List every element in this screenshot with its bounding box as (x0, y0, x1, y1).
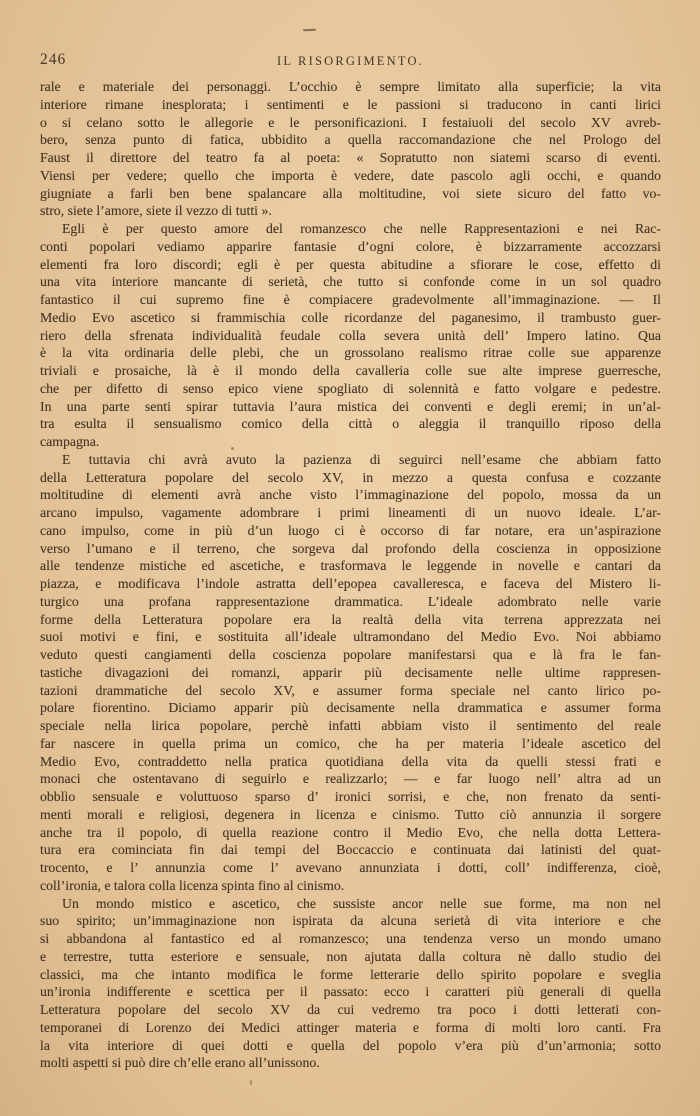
text-line: obblìo sensuale e voluttuoso sparso d’ ironici sorrisi, e che, non frenato da senti- (40, 789, 661, 804)
text-line: un’ironia indifferente e scettica per il passato: ecco i caratteri più generali di quella (40, 984, 661, 1000)
text-line: classici, ma che intanto modifica le forme letterarie dello spirito popolare e sveglia (40, 966, 661, 982)
text-line: si abbandona al fantastico ed al romanzesco; una tendenza verso un mondo umano (40, 931, 661, 946)
text-line: la vita interiore di quei dotti e quella del popolo v’era più d’un’armonia; sotto (40, 1037, 661, 1053)
page-header (40, 51, 661, 73)
text-line: Egli è per questo amore del romanzesco che nelle Rappresentazioni e nei Rac- (62, 221, 661, 236)
text-line: moltitudine di elementi avrà anche visto l’immaginazione del popolo, mossa da un (40, 487, 661, 503)
text-line: coll’ironia, e talora colla licenza spinta fino al cinismo. (40, 877, 345, 893)
text-line: campagna. (40, 434, 100, 449)
text-line: temporanei di Lorenzo dei Medici attinger materia e forma di molti loro canti. Fra (40, 1019, 661, 1035)
scan-artifact-dash (303, 29, 316, 31)
text-line: veduto questi cangiamenti della coscienza popolare manifestarsi qua e là fra le fan- (40, 647, 661, 662)
text-line: della Letteratura popolare del secolo XV, in mezzo a questa confusa e cozzante (40, 469, 661, 485)
text-line: verso l’umano e il terreno, che sorgeva dal profondo della coscienza in opposizione (40, 540, 661, 556)
text-line: è la vita ordinaria delle plebi, che un grossolano realismo ritrae colle sue apparenze (40, 345, 661, 361)
paragraph (40, 451, 661, 895)
text-line: tura era cominciata fin dai tempi del Boccaccio e continuata dai latinisti del quat- (40, 842, 661, 858)
text-line: Un mondo mistico e ascetico, che sussiste ancor nelle sue forme, ma non nel (62, 895, 661, 911)
text-line: suoi motivi e fini, e sostituita all’ideale ultramondano del Medio Evo. Noi abbiamo (40, 629, 661, 645)
text-line: interiore rimane inesplorata; i sentimenti e le passioni si traducono in canti lirici (40, 96, 661, 112)
text-line: o si celano sotto le allegorie e le personificazioni. I festaiuoli del secolo XV avreb- (40, 114, 661, 130)
text-line: speciale nella lirica popolare, perchè infatti abbiam visto il sentimento del reale (40, 718, 661, 733)
scan-artifact-speck (250, 1080, 252, 1085)
text-line: polare fiorentino. Diciamo apparir più decisamente nella drammatica e assumer forma (40, 700, 661, 716)
paragraph (40, 78, 661, 220)
page-number: 246 (40, 51, 67, 68)
text-line: E tuttavia chi avrà avuto la pazienza di seguirci nell’esame che abbiam fatto (62, 451, 661, 467)
text-line: anche tra il popolo, di quella reazione contro il Medio Evo, che nella dotta Lettera- (40, 824, 661, 840)
text-line: trocento, e l’ annunzia come l’ avevano annunziata i dotti, coll’ indifferenza, cioè, (40, 860, 661, 875)
running-title: IL RISORGIMENTO. (276, 54, 425, 68)
text-line: molti aspetti si può dire ch’elle erano all’unissono. (40, 1055, 320, 1071)
text-line: Faust il direttore del teatro fa al poeta: « Sopratutto non siatemi scarso di eventi. (40, 150, 661, 165)
text-line: che per difetto di senso epico viene spogliato di solennità e fatto volgare e pedestre. (40, 380, 661, 396)
text-line: Medio Evo, contraddetto nella pratica quotidiana della vita da quelli stessi frati e (40, 753, 661, 769)
text-line: In una parte senti spirar tuttavia l’aura mistica dei conventi e degli eremi; in un’al- (40, 398, 661, 414)
text-line: far nascere in quella prima un comico, che ha per materia l’ideale ascetico del (40, 735, 661, 751)
text-line: stro, siete l’amore, siete il vezzo di tutti ». (40, 203, 272, 219)
text-line: forme della Letteratura popolare era la realtà della vita terrena apprezzata nei (40, 611, 661, 627)
text-line: conti popolari vediamo apparire fantasie d’ogni colore, è bizzarramente accozzarsi (40, 238, 661, 254)
text-line: tazioni drammatiche del secolo XV, e assumer forma speciale nel canto lirico po- (40, 682, 661, 698)
text-line: una vita interiore mancante di serietà, che tutto si confonde come in un sol quadro (40, 274, 661, 290)
paragraph (40, 895, 661, 1073)
text-line: e terrestre, tutta esteriore e sensuale, non ajutata dalla coltura nè dallo studio dei (40, 948, 661, 964)
text-line: elementi fra loro discordi; egli è per questa abitudine a sfiorare le cose, effetto di (40, 256, 661, 272)
text-line: tra esulta il sensualismo comico della città o aleggia il tranquillo riposo della (40, 416, 661, 432)
text-line: triviali e prosaiche, là è il mondo della cavalleria colle sue alte imprese guerresche, (40, 363, 661, 378)
text-line: riero della sfrenata individualità feudale colla severa unità dell’ Impero latino. Qua (40, 327, 661, 343)
text-line: cano impulso, come in più d’un luogo ci è occorso di far notare, era un’aspirazione (40, 522, 661, 538)
text-line: Letteratura popolare del secolo XV da cui vedremo tra poco i dotti letterati con- (40, 1002, 661, 1017)
text-line: Viensi per vedere; quello che importa è vedere, date pascolo agli occhi, e quando (40, 167, 661, 183)
text-line: giugniate a farli ben bene spalancare alla moltitudine, voi siete sicuro del fatto vo- (40, 185, 661, 201)
text-line: rale e materiale dei personaggi. L’occhio è sempre limitato alla superficie; la vita (40, 79, 661, 94)
text-line: turgico una profana rappresentazione drammatica. L’ideale adombrato nelle varie (40, 593, 661, 609)
text-line: tastiche divagazioni dei romanzi, apparir più decisamente nelle ultime rappresen- (40, 664, 661, 680)
text-line: bero, senza punto di fatica, ubbidito a quella raccomandazione che nel Prologo del (40, 132, 661, 148)
text-line: suo spirito; un’immaginazione non ispirata da alcuna serietà di vita interiore e che (40, 913, 661, 929)
paragraph (40, 220, 661, 451)
text-line: piazza, e modificava l’indole astratta dell’epopea cavalleresca, e faceva del Mistero li- (40, 576, 661, 591)
text-line: fantastico il cui supremo fine è compiacere gradevolmente all’immaginazione. — Il (40, 292, 661, 307)
text-block (40, 78, 661, 1072)
text-line: Medio Evo ascetico si frammischia colle ricordanze del paganesimo, il trambusto guer- (40, 309, 661, 325)
text-line: arcano impulso, vagamente adombrare i primi lineamenti di un nuovo ideale. L’ar- (40, 505, 661, 520)
text-line: monaci che ostentavano di seguirlo e realizzarlo; — e far luogo nell’ altra ad un (40, 771, 661, 787)
text-line: alle tendenze mistiche ed ascetiche, e trasformava le leggende in novelle e cantari da (40, 558, 661, 574)
text-line: menti morali e religiosi, degenera in licenza e cinismo. Tutto ciò annunzia il sorgere (40, 806, 661, 822)
